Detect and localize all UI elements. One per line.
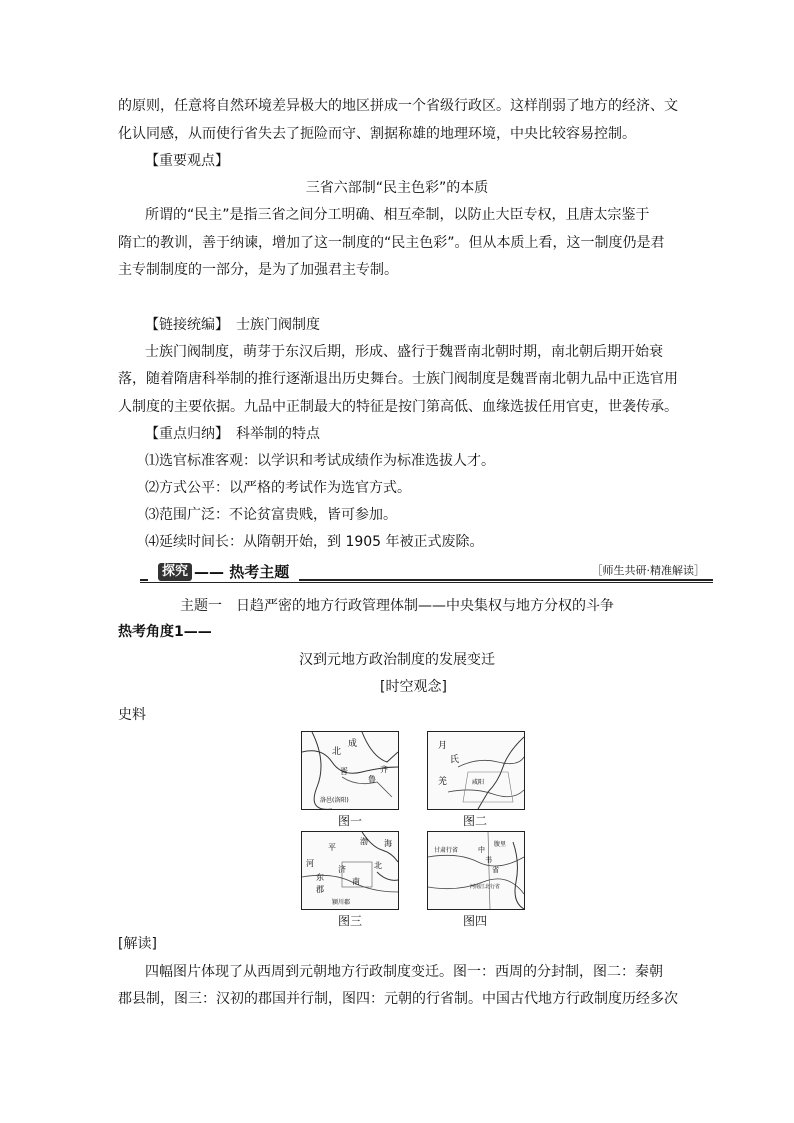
banner-badge: 探究 bbox=[158, 563, 192, 581]
map-label: 甘肃行省 bbox=[434, 847, 459, 854]
map-label: 腹里 bbox=[494, 841, 507, 848]
map-fig3-drawing bbox=[302, 832, 398, 909]
list-item: ⑵方式公平：以严格的考试作为选官方式。 bbox=[145, 480, 411, 496]
map-label: 河南江北行省 bbox=[470, 884, 501, 890]
map-label: 鲁 bbox=[368, 775, 376, 784]
banner-rule bbox=[140, 582, 713, 583]
map-label: 省 bbox=[492, 866, 499, 874]
source-label: 史料 bbox=[118, 707, 146, 723]
map-fig2-drawing bbox=[428, 732, 524, 809]
section-heading: [解读] bbox=[118, 936, 157, 952]
topic-angle: 热考角度1—— bbox=[118, 624, 212, 640]
section-heading: 【重点归纳】 科举制的特点 bbox=[145, 426, 320, 442]
map-label: 东 bbox=[316, 873, 324, 882]
text-line: 人制度的主要依据。九品中正制最大的特征是按门第高低、血缘选拔任用官吏，世袭传承。 bbox=[118, 399, 678, 415]
list-item: ⑴选官标准客观：以学识和考试成绩作为标准选拔人才。 bbox=[145, 453, 495, 469]
map-label: 书 bbox=[485, 856, 492, 864]
text-line: 隋亡的教训，善于纳谏，增加了这一制度的“民主色彩”。但从本质上看，这一制度仍是君 bbox=[118, 235, 665, 251]
section-heading: 【链接统编】 士族门阀制度 bbox=[145, 317, 320, 333]
map-label: 咸阳 bbox=[472, 779, 485, 786]
map-label: 晋 bbox=[340, 767, 348, 776]
banner-right-label: ［师生共研·精准解读］ bbox=[588, 563, 710, 579]
banner-title bbox=[148, 563, 299, 581]
text-line: 士族门阀制度，萌芽于东汉后期，形成、盛行于魏晋南北朝时期，南北朝后期开始衰 bbox=[145, 344, 663, 360]
map-label: 渤 bbox=[360, 837, 368, 846]
map-fig4 bbox=[427, 831, 525, 910]
map-label: 羌 bbox=[438, 777, 448, 787]
map-fig1 bbox=[301, 731, 399, 810]
text-line: 所谓的“民主”是指三省之间分工明确、相互牵制，以防止大臣专权，且唐太宗鉴于 bbox=[145, 207, 650, 223]
map-fig1-drawing bbox=[302, 732, 398, 809]
map-fig4-drawing bbox=[428, 832, 524, 909]
figure-caption: 图四 bbox=[462, 914, 487, 928]
section-heading: 【重要观点】 bbox=[145, 153, 229, 169]
text-line: 郡县制，图三：汉初的郡国并行制，图四：元朝的行省制。中国古代地方行政制度历经多次 bbox=[118, 991, 678, 1007]
banner-title-text: —— 热考主题 bbox=[194, 563, 290, 581]
map-label: 北 bbox=[332, 747, 342, 757]
map-label: 中 bbox=[478, 846, 485, 854]
section-title: 三省六部制“民主色彩”的本质 bbox=[305, 180, 489, 196]
map-label: 洛邑(洛阳) bbox=[320, 797, 349, 804]
map-label: 平 bbox=[328, 843, 336, 852]
map-label: 北 bbox=[374, 861, 382, 870]
map-fig2 bbox=[427, 731, 525, 810]
map-label: 齐 bbox=[380, 765, 388, 774]
topic-subtitle: 汉到元地方政治制度的发展变迁 bbox=[299, 652, 495, 668]
text-line: 的原则，任意将自然环境差异极大的地区拼成一个省级行政区。这样削弱了地方的经济、文 bbox=[118, 98, 678, 114]
topic-concept: [时空观念] bbox=[380, 679, 447, 695]
map-label: 氏 bbox=[450, 755, 460, 765]
list-item: ⑶范围广泛：不论贫富贵贱，皆可参加。 bbox=[145, 507, 397, 523]
text-line: 四幅图片体现了从西周到元朝地方行政制度变迁。图一：西周的分封制，图二：秦朝 bbox=[145, 964, 663, 980]
map-label: 郡 bbox=[316, 885, 324, 894]
text-line: 化认同感，从而使行省失去了扼险而守、割据称雄的地理环境，中央比较容易控制。 bbox=[118, 126, 636, 142]
figure-caption: 图一 bbox=[337, 814, 362, 828]
map-label: 颍川郡 bbox=[332, 899, 351, 906]
figure-caption: 图二 bbox=[462, 814, 487, 828]
section-banner bbox=[140, 563, 713, 583]
list-item: ⑷延续时间长：从隋朝开始，到 1905 年被正式废除。 bbox=[145, 534, 484, 550]
figure-caption: 图三 bbox=[337, 914, 362, 928]
topic-title: 主题一 日趋严密的地方行政管理体制——中央集权与地方分权的斗争 bbox=[180, 598, 614, 614]
map-label: 南 bbox=[352, 877, 360, 886]
map-label: 河 bbox=[306, 859, 314, 868]
map-fig3 bbox=[301, 831, 399, 910]
text-line: 主专制制度的一部分，是为了加强君主专制。 bbox=[118, 262, 398, 278]
text-line: 落，随着隋唐科举制的推行逐渐退出历史舞台。士族门阀制度是魏晋南北朝九品中正选官用 bbox=[118, 371, 678, 387]
map-label: 月 bbox=[438, 741, 448, 751]
map-label: 济 bbox=[338, 865, 346, 874]
map-label: 海 bbox=[384, 839, 392, 848]
map-label: 成 bbox=[348, 739, 358, 749]
